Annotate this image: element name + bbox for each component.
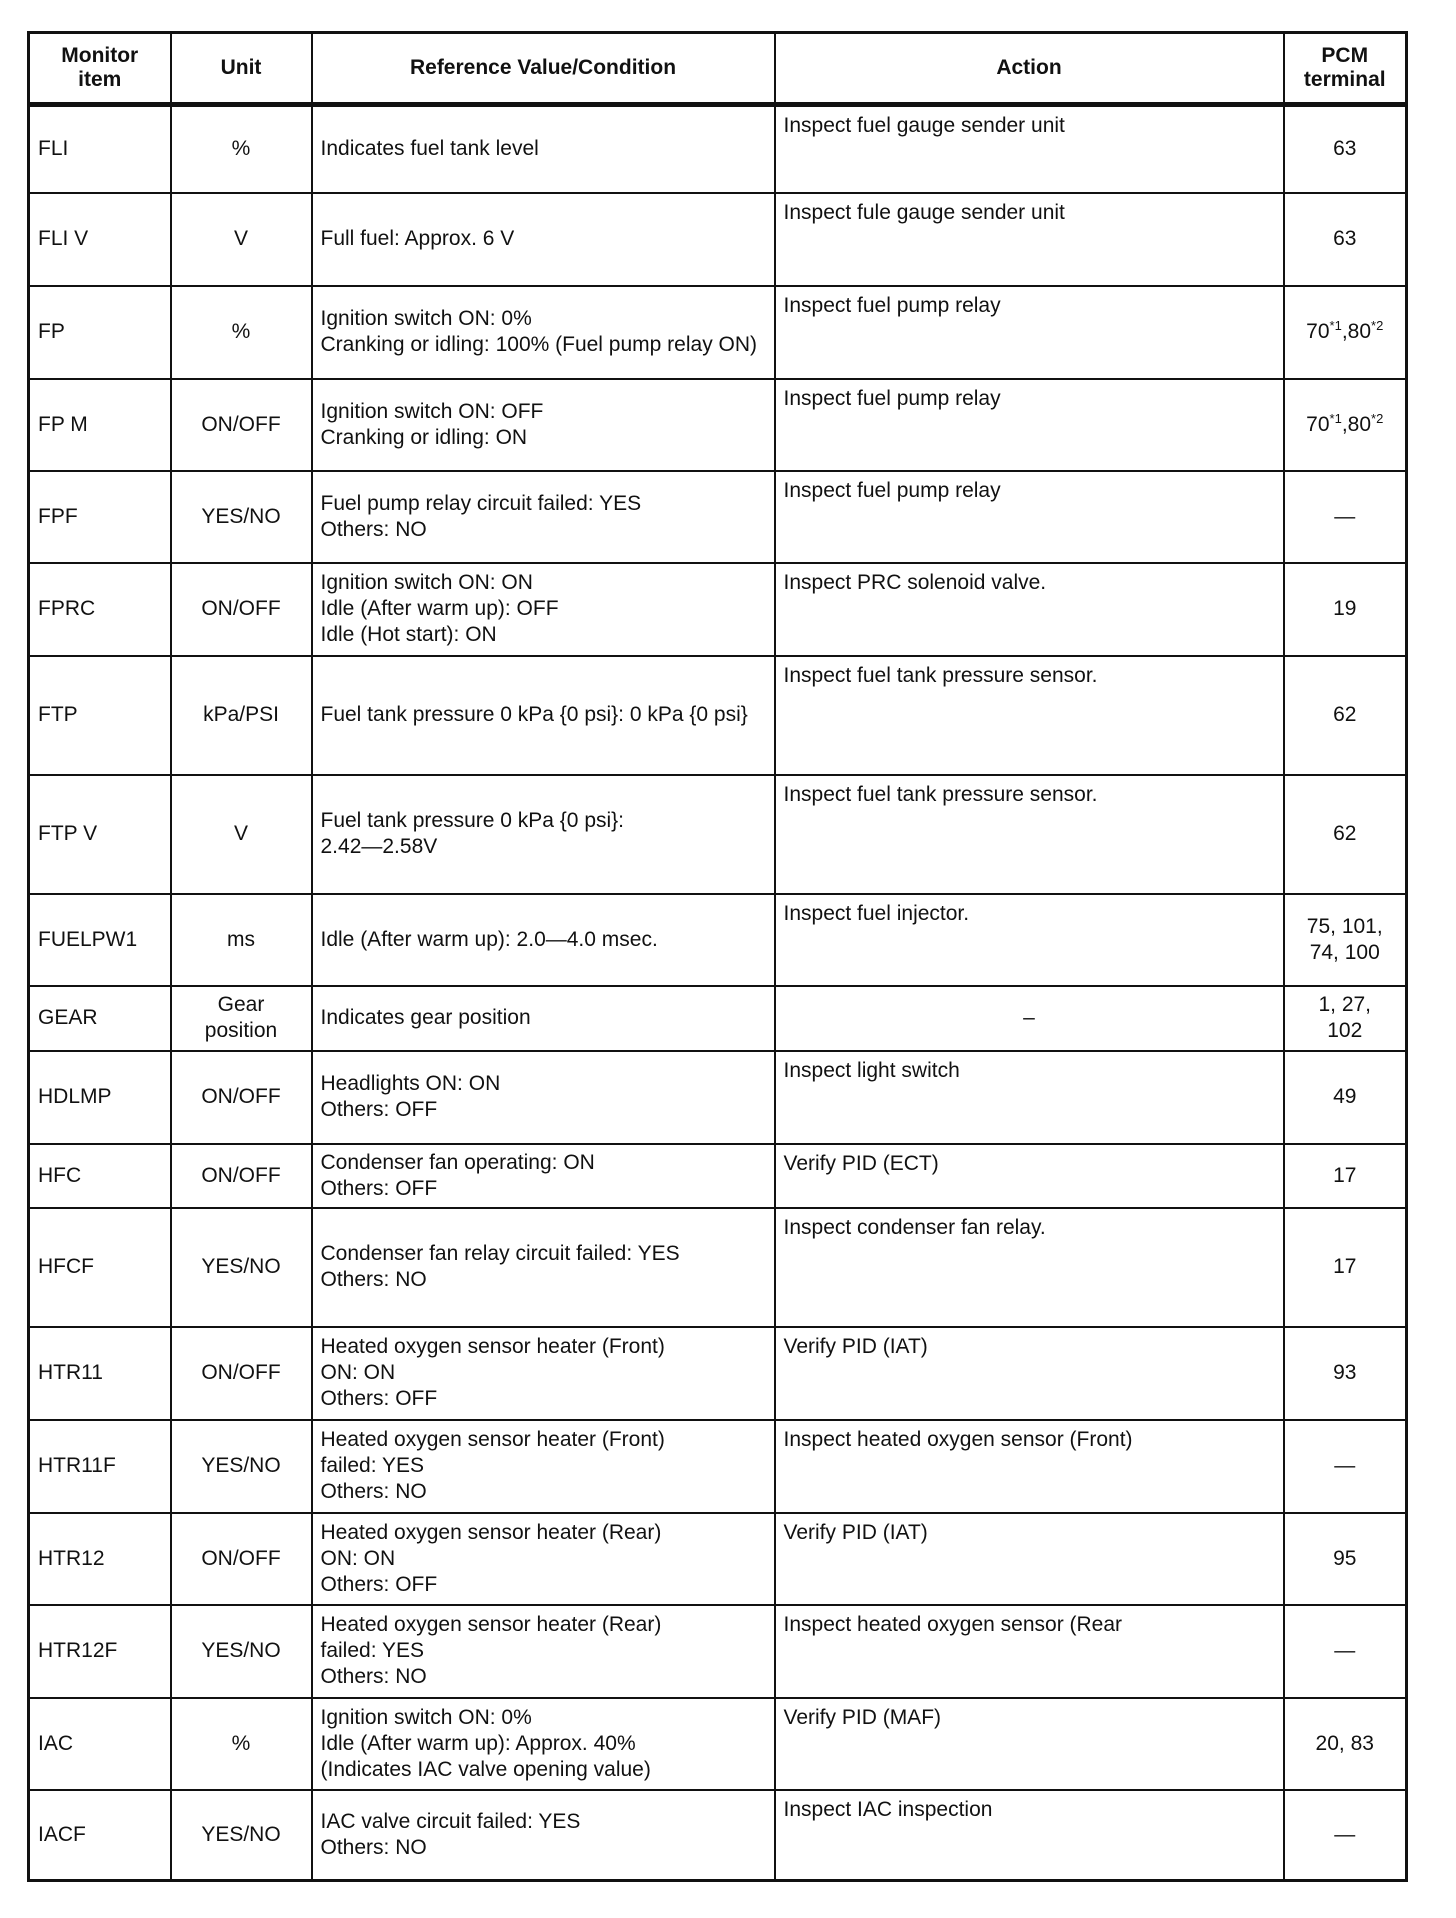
monitor-item-cell: FLI: [29, 105, 171, 193]
terminal-value: 17: [1333, 1255, 1357, 1278]
terminal-value: 95: [1333, 1546, 1357, 1570]
monitor-item-cell: IAC: [29, 1698, 171, 1790]
unit-cell: YES/NO: [171, 1605, 312, 1698]
monitor-item-cell: FPF: [29, 471, 171, 563]
terminal-value: 93: [1333, 1361, 1357, 1384]
pcm-terminal-cell: [1284, 286, 1407, 379]
pcm-terminal-cell: [1284, 1327, 1407, 1420]
action-cell: Inspect light switch: [775, 1051, 1284, 1144]
unit-cell: ON/OFF: [171, 1513, 312, 1605]
action-cell: Verify PID (ECT): [775, 1144, 1284, 1208]
monitor-item-cell: HTR12: [29, 1513, 171, 1605]
action-cell: Inspect fule gauge sender unit: [775, 193, 1284, 286]
terminal-value: —: [1334, 1639, 1356, 1662]
terminal-value: 17: [1333, 1163, 1357, 1187]
terminal-value: —: [1334, 1454, 1356, 1477]
pcm-terminal-cell: [1284, 1698, 1407, 1790]
action-cell: Inspect fuel pump relay: [775, 379, 1284, 471]
reference-cell: Heated oxygen sensor heater (Rear) failed: YES Others: NO: [312, 1605, 775, 1698]
unit-cell: ON/OFF: [171, 1327, 312, 1420]
pcm-terminal-cell: [1284, 775, 1407, 894]
action-cell: Inspect fuel pump relay: [775, 471, 1284, 563]
unit-cell: ON/OFF: [171, 563, 312, 656]
monitor-item-cell: FTP: [29, 656, 171, 775]
pcm-terminal-cell: [1284, 193, 1407, 286]
reference-cell: Ignition switch ON: ON Idle (After warm up): OFF Idle (Hot start): ON: [312, 563, 775, 656]
action-cell: Inspect fuel injector.: [775, 894, 1284, 986]
pcm-terminal-cell: [1284, 1208, 1407, 1327]
pcm-terminal-cell: [1284, 1144, 1407, 1208]
table-row: [29, 894, 1407, 986]
monitor-item-table: [27, 31, 1408, 1882]
reference-cell: IAC valve circuit failed: YES Others: NO: [312, 1790, 775, 1881]
footnote-marker: *2: [1371, 410, 1384, 426]
action-cell: Inspect fuel tank pressure sensor.: [775, 775, 1284, 894]
table-row: [29, 193, 1407, 286]
unit-cell: Gear position: [171, 986, 312, 1051]
action-cell: Verify PID (IAT): [775, 1513, 1284, 1605]
header-monitor-item: Monitor item: [29, 33, 171, 105]
monitor-item-cell: FUELPW1: [29, 894, 171, 986]
reference-cell: Fuel tank pressure 0 kPa {0 psi}: 2.42—2.58V: [312, 775, 775, 894]
header-pcm-terminal: PCM terminal: [1284, 33, 1407, 105]
monitor-item-cell: HFC: [29, 1144, 171, 1208]
header-action: Action: [775, 33, 1284, 105]
terminal-value: 49: [1333, 1085, 1357, 1108]
pcm-terminal-cell: [1284, 1790, 1407, 1881]
pcm-terminal-cell: [1284, 986, 1407, 1051]
terminal-value: 62: [1333, 822, 1357, 845]
reference-cell: Full fuel: Approx. 6 V: [312, 193, 775, 286]
table-row: [29, 563, 1407, 656]
terminal-value: 70: [1306, 412, 1330, 436]
monitor-item-cell: FPRC: [29, 563, 171, 656]
action-cell: Inspect PRC solenoid valve.: [775, 563, 1284, 656]
header-row: [29, 33, 1407, 105]
table-row: [29, 1698, 1407, 1790]
table-row: [29, 1327, 1407, 1420]
monitor-item-cell: FP: [29, 286, 171, 379]
monitor-item-cell: FLI V: [29, 193, 171, 286]
monitor-item-cell: IACF: [29, 1790, 171, 1881]
table-body: [29, 105, 1407, 1881]
terminal-value: 70: [1306, 320, 1330, 343]
table-row: [29, 775, 1407, 894]
terminal-value: ,80: [1341, 320, 1372, 343]
reference-cell: Headlights ON: ON Others: OFF: [312, 1051, 775, 1144]
pcm-terminal-cell: [1284, 1513, 1407, 1605]
action-cell: Inspect fuel tank pressure sensor.: [775, 656, 1284, 775]
unit-cell: %: [171, 1698, 312, 1790]
header-unit: Unit: [171, 33, 312, 105]
monitor-item-cell: GEAR: [29, 986, 171, 1051]
pcm-terminal-cell: [1284, 379, 1407, 471]
table-row: [29, 1144, 1407, 1208]
footnote-marker: *1: [1329, 410, 1342, 426]
pcm-terminal-cell: [1284, 656, 1407, 775]
monitor-item-cell: HFCF: [29, 1208, 171, 1327]
terminal-value: 63: [1333, 137, 1357, 161]
table-row: [29, 1051, 1407, 1144]
reference-cell: Fuel pump relay circuit failed: YES Others: NO: [312, 471, 775, 563]
reference-cell: Ignition switch ON: 0% Idle (After warm up): Approx. 40% (Indicates IAC valve opening value): [312, 1698, 775, 1790]
table-row: [29, 656, 1407, 775]
monitor-item-cell: FP M: [29, 379, 171, 471]
table-row: [29, 1605, 1407, 1698]
monitor-item-cell: HTR12F: [29, 1605, 171, 1698]
unit-cell: YES/NO: [171, 1420, 312, 1513]
action-cell: Verify PID (MAF): [775, 1698, 1284, 1790]
terminal-value: —: [1334, 504, 1356, 528]
action-cell: Verify PID (IAT): [775, 1327, 1284, 1420]
action-cell: Inspect condenser fan relay.: [775, 1208, 1284, 1327]
unit-cell: kPa/PSI: [171, 656, 312, 775]
unit-cell: V: [171, 775, 312, 894]
pcm-terminal-cell: [1284, 105, 1407, 193]
action-cell: Inspect fuel pump relay: [775, 286, 1284, 379]
monitor-item-cell: HTR11F: [29, 1420, 171, 1513]
unit-cell: ms: [171, 894, 312, 986]
reference-cell: Heated oxygen sensor heater (Front) ON: ON Others: OFF: [312, 1327, 775, 1420]
reference-cell: Condenser fan relay circuit failed: YES Others: NO: [312, 1208, 775, 1327]
pcm-terminal-cell: [1284, 1420, 1407, 1513]
table-row: [29, 1208, 1407, 1327]
table-row: [29, 1790, 1407, 1881]
action-cell: Inspect IAC inspection: [775, 1790, 1284, 1881]
unit-cell: YES/NO: [171, 471, 312, 563]
reference-cell: Heated oxygen sensor heater (Front) failed: YES Others: NO: [312, 1420, 775, 1513]
unit-cell: YES/NO: [171, 1790, 312, 1881]
footnote-marker: *2: [1371, 318, 1384, 333]
pcm-terminal-cell: [1284, 1051, 1407, 1144]
terminal-value: 75, 101, 74, 100: [1306, 914, 1383, 964]
table-row: [29, 105, 1407, 193]
action-cell: Inspect heated oxygen sensor (Rear: [775, 1605, 1284, 1698]
action-cell: Inspect heated oxygen sensor (Front): [775, 1420, 1284, 1513]
table-row: [29, 471, 1407, 563]
reference-cell: Heated oxygen sensor heater (Rear) ON: ON Others: OFF: [312, 1513, 775, 1605]
reference-cell: Idle (After warm up): 2.0—4.0 msec.: [312, 894, 775, 986]
unit-cell: %: [171, 286, 312, 379]
unit-cell: ON/OFF: [171, 1051, 312, 1144]
terminal-value: 62: [1333, 703, 1357, 726]
table-row: [29, 986, 1407, 1051]
monitor-item-cell: HDLMP: [29, 1051, 171, 1144]
reference-cell: Condenser fan operating: ON Others: OFF: [312, 1144, 775, 1208]
terminal-value: 1, 27, 102: [1318, 993, 1372, 1042]
terminal-value: —: [1334, 1822, 1356, 1846]
table-row: [29, 1513, 1407, 1605]
unit-cell: V: [171, 193, 312, 286]
terminal-value: 20, 83: [1315, 1731, 1374, 1755]
monitor-item-cell: FTP V: [29, 775, 171, 894]
pcm-terminal-cell: [1284, 563, 1407, 656]
unit-cell: ON/OFF: [171, 1144, 312, 1208]
monitor-item-cell: HTR11: [29, 1327, 171, 1420]
action-cell: –: [775, 986, 1284, 1051]
header-reference: Reference Value/Condition: [312, 33, 775, 105]
terminal-value: 19: [1333, 597, 1357, 620]
table-row: [29, 1420, 1407, 1513]
pcm-terminal-cell: [1284, 894, 1407, 986]
terminal-value: ,80: [1341, 412, 1372, 436]
table-row: [29, 286, 1407, 379]
reference-cell: Ignition switch ON: 0% Cranking or idling: 100% (Fuel pump relay ON): [312, 286, 775, 379]
reference-cell: Indicates gear position: [312, 986, 775, 1051]
reference-cell: Ignition switch ON: OFF Cranking or idling: ON: [312, 379, 775, 471]
unit-cell: ON/OFF: [171, 379, 312, 471]
terminal-value: 63: [1333, 227, 1357, 250]
unit-cell: YES/NO: [171, 1208, 312, 1327]
action-cell: Inspect fuel gauge sender unit: [775, 105, 1284, 193]
unit-cell: %: [171, 105, 312, 193]
table-row: [29, 379, 1407, 471]
pcm-terminal-cell: [1284, 1605, 1407, 1698]
reference-cell: Indicates fuel tank level: [312, 105, 775, 193]
reference-cell: Fuel tank pressure 0 kPa {0 psi}: 0 kPa {0 psi}: [312, 656, 775, 775]
footnote-marker: *1: [1329, 318, 1342, 333]
pcm-terminal-cell: [1284, 471, 1407, 563]
